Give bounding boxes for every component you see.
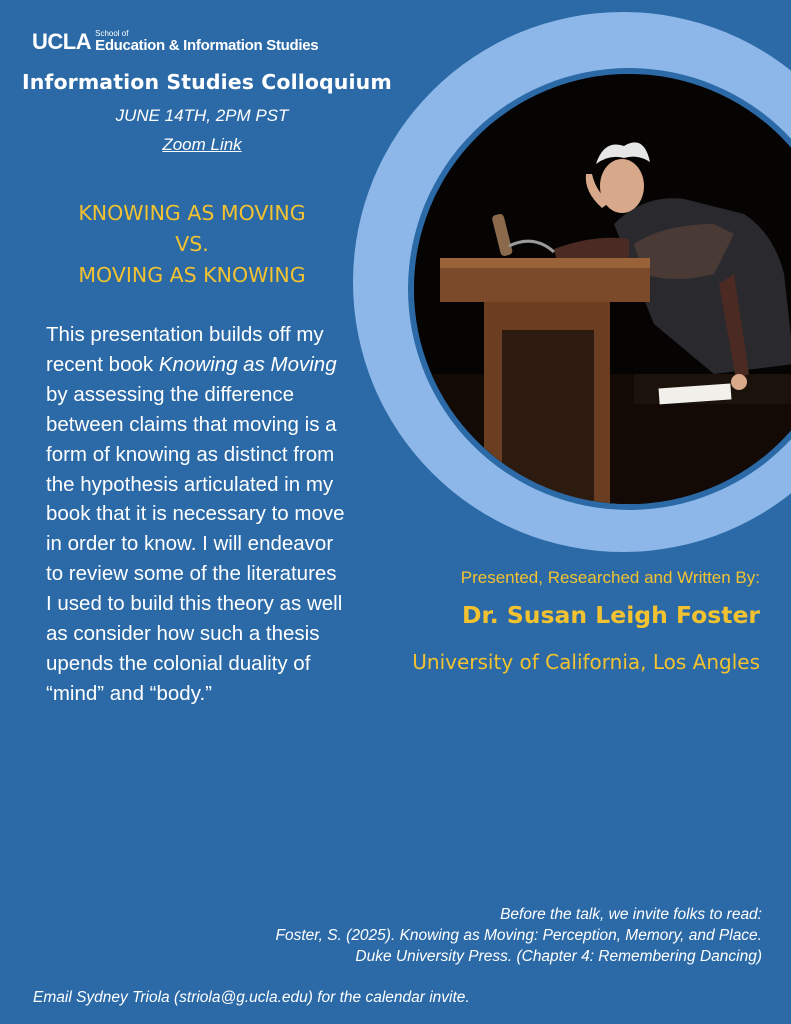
event-date: JUNE 14TH, 2PM PST (115, 106, 289, 125)
logo-school-name (95, 30, 318, 53)
talk-title-line-3: MOVING AS KNOWING (78, 263, 306, 287)
speaker-name: Dr. Susan Leigh Foster (462, 601, 760, 629)
reading-citation-line-1: Foster, S. (2025). Knowing as Moving: Perception, Memory, and Place. (275, 927, 762, 944)
talk-title-line-2: VS. (175, 232, 209, 256)
reading-note (276, 904, 762, 967)
calendar-invite-note: Email Sydney Triola (striola@g.ucla.edu) for the calendar invite. (33, 989, 470, 1006)
reading-intro: Before the talk, we invite folks to read: (500, 906, 762, 923)
logo-ucla-wordmark: UCLA (32, 29, 92, 54)
colloquium-title: Information Studies Colloquium (22, 70, 392, 94)
logo-school-title: Education & Information Studies (95, 37, 319, 54)
presented-by-label: Presented, Researched and Written By: (460, 568, 760, 587)
abstract-body: by assessing the difference between claims that moving is a form of knowing as distinct from the hypothesis articulated in my book that it is necessary to move in order to know. I will endeavor to review some of the literatures I used to build this theory as well as consider how such a thesis upends the colonial duality of “mind” and “body.” (46, 382, 345, 705)
logo-school-of: School of (95, 29, 129, 38)
talk-title-line-1: KNOWING AS MOVING (78, 201, 306, 225)
speaker-affiliation: University of California, Los Angles (412, 650, 760, 674)
abstract-intro: This presentation builds off my recent book (46, 323, 324, 376)
abstract-book-title: Knowing as Moving (158, 352, 337, 376)
zoom-link[interactable]: Zoom Link (162, 135, 242, 154)
ucla-logo (32, 30, 318, 53)
talk-abstract (46, 320, 346, 709)
reading-citation-line-2: Duke University Press. (Chapter 4: Remembering Dancing) (355, 948, 762, 965)
talk-title (20, 198, 364, 291)
